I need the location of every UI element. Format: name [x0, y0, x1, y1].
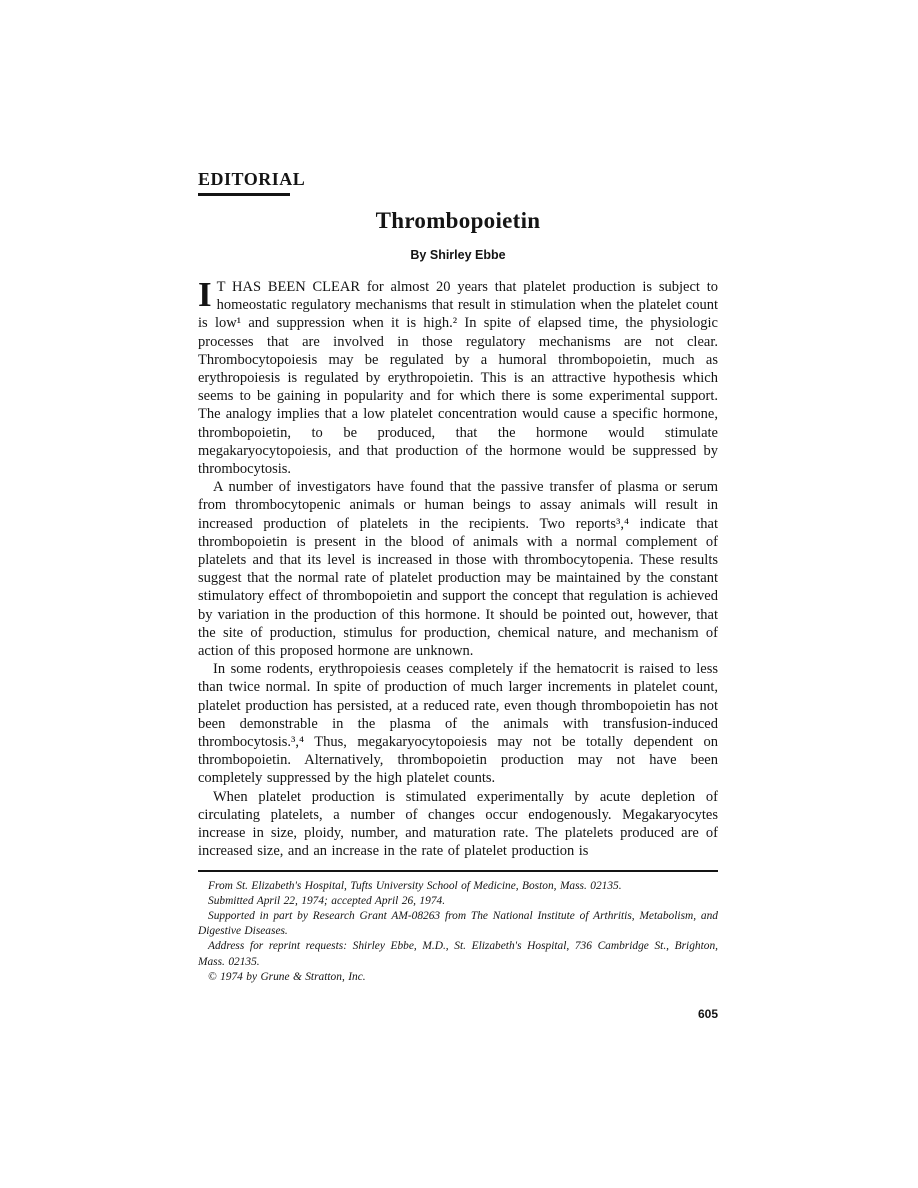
paragraph: In some rodents, erythropoiesis ceases completely if the hematocrit is raised to less than twice normal. In spite of production of much larger increments in platelet count, platelet production has persisted, at a reduced rate, even though thrombopoietin has not been demonstrable in the plasma of the animals with transfusion-induced thrombocytosis.³,⁴ Thus, megakaryocytopoiesis may not be totally dependent on thrombopoietin. Alternatively, thrombopoietin production may not have been completely suppressed by the high platelet counts. [198, 661, 718, 787]
footnote-line: Address for reprint requests: Shirley Ebbe, M.D., St. Elizabeth's Hospital, 736 Cambridge St., Brighton, Mass. 02135. [198, 940, 718, 968]
article-title: Thrombopoietin [375, 208, 541, 233]
opening-text: for almost 20 years that platelet production is subject to homeostatic regulatory mechanisms that result in stimulation when the platelet count is low¹ and suppression when it is high.² In spite of elapsed time, the physiologic processes that are involved in those regulatory mechanisms are not clear. Thrombocytopoiesis may be regulated by a humoral thrombopoietin, much as erythropoiesis is regulated by erythropoietin. This is an attractive hypothesis which seems to be gaining in popularity and for which there is some experimental support. The analogy implies that a low platelet concentration would cause a specific hormone, thrombopoietin, to be produced, that the hormone would stimulate megakaryocytopoiesis, and that production of the hormone would be suppressed by thrombocytosis. [198, 279, 718, 478]
page-number: 605 [697, 1006, 718, 1021]
section-label-rule [198, 193, 290, 196]
footnote-line: © 1974 by Grune & Stratton, Inc. [208, 970, 366, 983]
section-label: EDITORIAL [198, 169, 306, 189]
drop-cap: I [198, 275, 212, 314]
article-column [198, 170, 718, 1021]
paragraph: When platelet production is stimulated experimentally by acute depletion of circulating platelets, a number of changes occur endogenously. Megakaryocytes increase in size, ploidy, number, and maturation rate. The platelets produced are of increased size, and an increase in the rate of platelet production is [198, 788, 718, 860]
article-byline: By Shirley Ebbe [410, 248, 506, 262]
footnote-line: From St. Elizabeth's Hospital, Tufts University School of Medicine, Boston, Mass. 02135. [208, 879, 622, 892]
footnote-line: Submitted April 22, 1974; accepted April 26, 1974. [208, 894, 446, 907]
footnote-line: Supported in part by Research Grant AM-08263 from The National Institute of Arthritis, Metabolism, and Digestive Diseases. [198, 909, 718, 938]
article-body [198, 275, 718, 861]
paragraph: A number of investigators have found that the passive transfer of plasma or serum from thrombocytopenic animals or human beings to assay animals will result in increased production of platelets in the recipients. Two reports³,⁴ indicate that thrombopoietin is present in the blood of animals with a normal complement of platelets and that its level is increased in those with thrombocytopenia. These results suggest that the normal rate of platelet production may be maintained by the constant stimulatory effect of thrombopoietin and support the concept that regulation is achieved by variation in the production of this hormone. It should be pointed out, however, that the site of production, stimulus for production, chemical nature, and mechanism of action of this proposed hormone are unknown. [198, 479, 718, 660]
opening-lead: T HAS BEEN CLEAR [216, 279, 361, 295]
paragraph-opening [198, 275, 718, 478]
footnotes [198, 872, 718, 985]
